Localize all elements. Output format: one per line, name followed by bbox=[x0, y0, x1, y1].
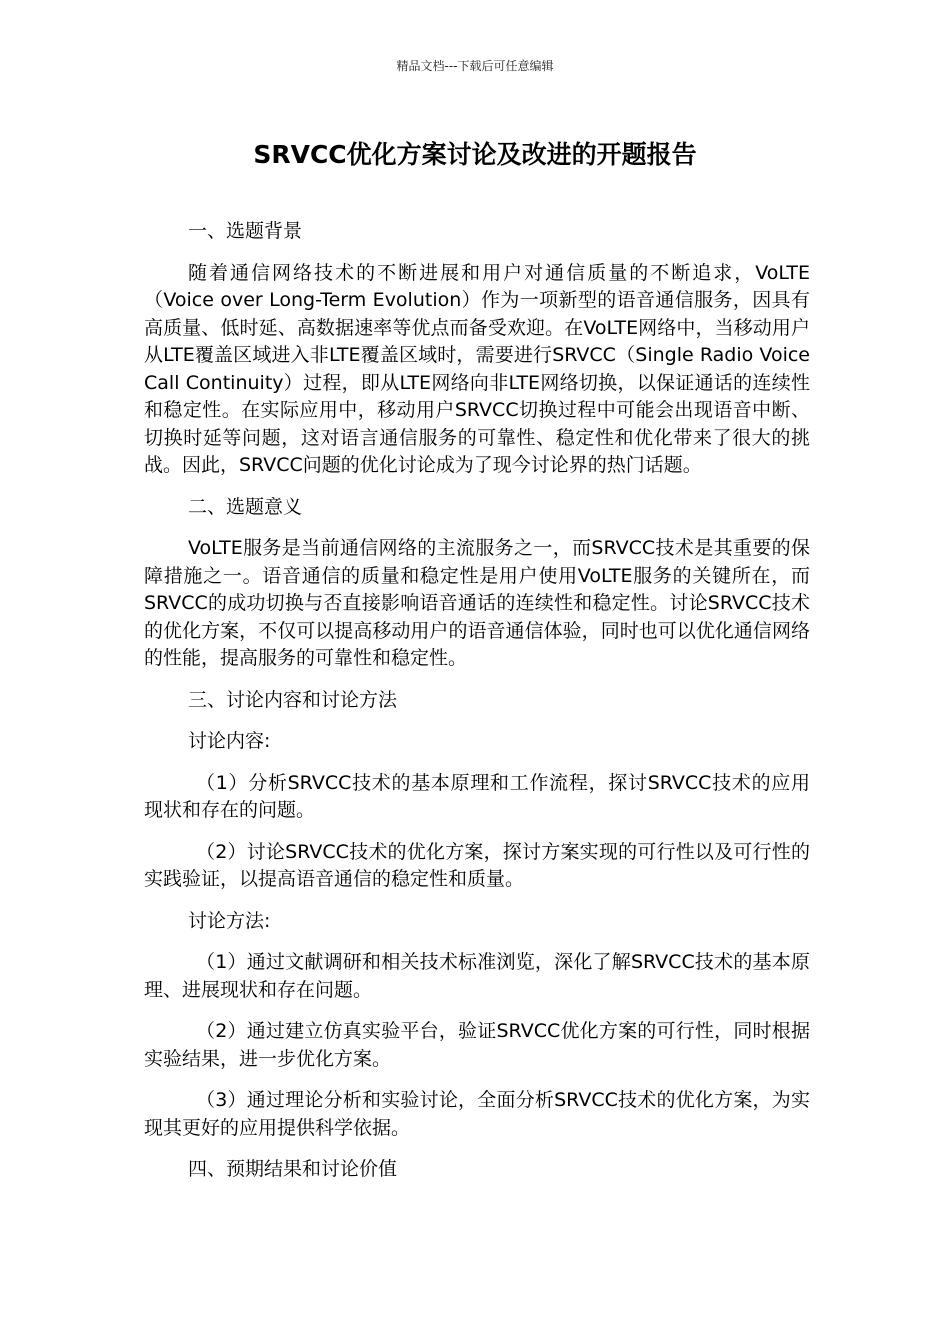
section-heading-content-methods: 三、讨论内容和讨论方法 bbox=[188, 688, 398, 711]
content-item: （1）分析SRVCC技术的基本原理和工作流程，探讨SRVCC技术的应用现状和存在的问题。 bbox=[144, 771, 810, 821]
method-item: （2）通过建立仿真实验平台，验证SRVCC优化方案的可行性，同时根据实验结果，进一步优化方案。 bbox=[144, 1020, 810, 1070]
background-paragraph: 随着通信网络技术的不断进展和用户对通信质量的不断追求，VoLTE（Voice over Long-Term Evolution）作为一项新型的语音通信服务，因具有高质量、低时延、高数据速率等优点而备受欢迎。在VoLTE网络中，当移动用户从LTE覆盖区域进入非LTE覆盖区域时，需要进行SRVCC（Single Radio Voice Call Continuity）过程，即从LTE网络向非LTE网络切换，以保证通话的连续性和稳定性。在实际应用中，移动用户SRVCC切换过程中可能会出现语音中断、切换时延等问题，这对语言通信服务的可靠性、稳定性和优化带来了很大的挑战。因此，SRVCC问题的优化讨论成为了现今讨论界的热门话题。 bbox=[144, 261, 810, 476]
method-item: （1）通过文献调研和相关技术标准浏览，深化了解SRVCC技术的基本原理、进展现状和存在问题。 bbox=[144, 951, 810, 1001]
header-note: 精品文档---下载后可任意编辑 bbox=[396, 59, 554, 73]
section-heading-significance: 二、选题意义 bbox=[188, 495, 303, 518]
section-heading-expected: 四、预期结果和讨论价值 bbox=[188, 1158, 398, 1180]
document-title: SRVCC优化方案讨论及改进的开题报告 bbox=[253, 140, 697, 169]
significance-paragraph: VoLTE服务是当前通信网络的主流服务之一，而SRVCC技术是其重要的保障措施之一。语音通信的质量和稳定性是用户使用VoLTE服务的关键所在，而SRVCC的成功切换与否直接影响语音通话的连续性和稳定性。讨论SRVCC技术的优化方案，不仅可以提高移动用户的语音通信体验，同时也可以优化通信网络的性能，提高服务的可靠性和稳定性。 bbox=[144, 537, 810, 669]
methods-label: 讨论方法: bbox=[188, 909, 271, 932]
method-item: （3）通过理论分析和实验讨论，全面分析SRVCC技术的优化方案，为实现其更好的应用提供科学依据。 bbox=[144, 1089, 810, 1139]
content-label: 讨论内容: bbox=[188, 730, 271, 752]
content-item: （2）讨论SRVCC技术的优化方案，探讨方案实现的可行性以及可行性的实践验证，以提高语音通信的稳定性和质量。 bbox=[144, 840, 810, 890]
section-heading-background: 一、选题背景 bbox=[188, 220, 303, 242]
document-body bbox=[144, 218, 810, 1198]
